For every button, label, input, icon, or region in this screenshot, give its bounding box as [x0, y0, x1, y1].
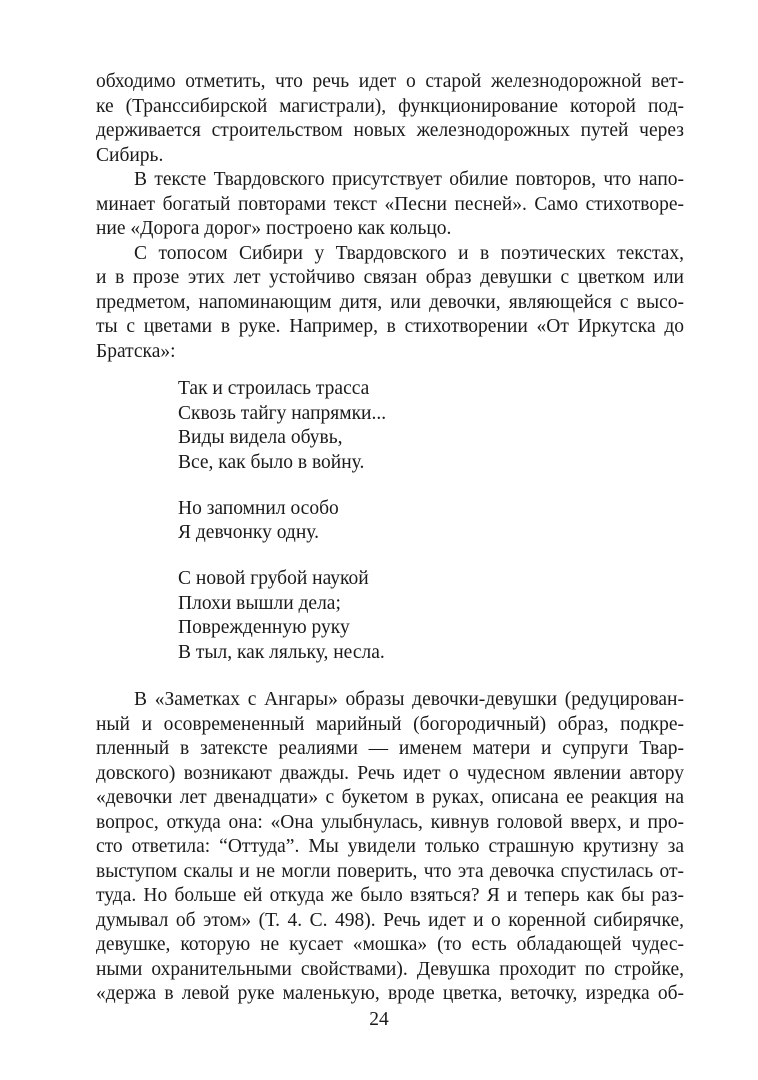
text-line: ние «Дорога дорог» построено как кольцо. — [96, 218, 452, 239]
text-line: В «Заметках с Ангары» образы девочки-девушки (редуцирован- — [134, 689, 684, 710]
poem-line: Поврежденную руку — [178, 617, 350, 638]
text-line: ты с цветами в руке. Например, в стихотворении «От Иркутска до — [96, 316, 684, 337]
text-line: сто ответила: “Оттуда”. Мы увидели только страшную крутизну за — [96, 836, 684, 857]
poem-quote — [178, 377, 386, 687]
text-line: вопрос, откуда она: «Она улыбнулась, кивнув головой вверх, и про- — [96, 811, 684, 833]
text-line: «девочки лет двенадцати» с букетом в руках, описана ее реакция на — [96, 787, 684, 808]
text-line: ными охранительными свойствами). Девушка проходит по стройке, — [96, 958, 684, 980]
poem-line: Но запомнил особо — [178, 497, 339, 519]
text-line: минает богатый повторами текст «Песни песней». Само стихотворе- — [96, 193, 684, 215]
text-line: С топосом Сибири у Твардовского и в поэтических текстах, — [134, 242, 684, 264]
poem-stanza — [178, 377, 386, 475]
poem-line: В тыл, как ляльку, несла. — [178, 641, 385, 663]
paragraph-2 — [96, 168, 684, 242]
text-line: В тексте Твардовского присутствует обилие повторов, что напо- — [134, 169, 684, 190]
paragraph-3 — [96, 242, 684, 365]
paragraph-4 — [96, 688, 684, 1007]
poem-line: Сквозь тайгу напрямки... — [178, 402, 387, 424]
poem-stanza — [178, 567, 386, 665]
text-line: довского) возникают дважды. Речь идет о чудесном явлении автору — [96, 762, 684, 784]
paragraph-1 — [96, 70, 684, 168]
text-line: Сибирь. — [96, 144, 164, 166]
text-line: пленный в затексте реалиями — именем матери и супруги Твар- — [96, 738, 684, 759]
text-line: ке (Транссибирской магистрали), функционирование которой под- — [96, 95, 684, 117]
text-line: и в прозе этих лет устойчиво связан образ девушки с цветком или — [96, 267, 684, 288]
poem-stanza — [178, 497, 386, 546]
text-line: ный и осовремененный марийный (богородичный) образ, подкре- — [96, 713, 684, 735]
poem-line: Все, как было в войну. — [178, 451, 365, 473]
page-number: 24 — [369, 1009, 389, 1030]
poem-line: С новой грубой наукой — [178, 568, 369, 589]
poem-line: Плохи вышли дела; — [178, 592, 341, 614]
text-line: обходимо отметить, что речь идет о старой железнодорожной вет- — [96, 71, 684, 92]
text-line: Братска»: — [96, 340, 176, 362]
text-top — [96, 70, 684, 364]
poem-line: Так и строилась трасса — [178, 378, 370, 399]
poem-line: Я девчонку одну. — [178, 522, 319, 543]
text-line: девушке, которую не кусает «мошка» (то есть обладающей чудес- — [96, 934, 684, 955]
poem-line: Виды видела обувь, — [178, 427, 343, 448]
text-line: думывал об этом» (Т. 4. С. 498). Речь идет и о коренной сибирячке, — [96, 909, 684, 931]
text-line: выступом скалы и не могли поверить, что эта девочка спустилась от- — [96, 860, 684, 882]
text-line: предметом, напоминающим дитя, или девочки, являющейся с высо- — [96, 291, 684, 313]
text-line: держивается строительством новых железнодорожных путей через — [96, 120, 684, 141]
text-line: «держа в левой руке маленькую, вроде цветка, веточку, изредка об- — [96, 983, 684, 1004]
text-line: туда. Но больше ей откуда же было взяться? Я и теперь как бы раз- — [96, 885, 684, 906]
